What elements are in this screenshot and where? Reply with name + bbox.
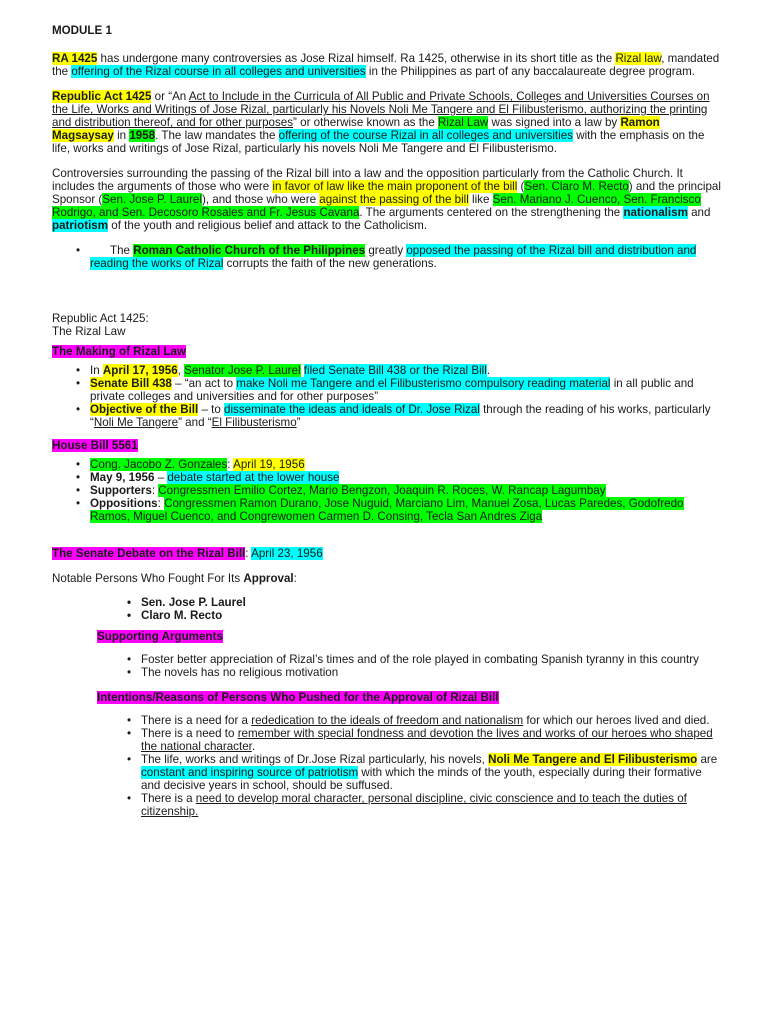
- underlined-rededication: rededication to the ideals of freedom and nationalism: [251, 714, 524, 727]
- section-title-intentions: [52, 691, 724, 704]
- text-span: (: [517, 180, 525, 193]
- list-item: [90, 458, 724, 471]
- section-title-making: [52, 345, 724, 358]
- text-span: greatly: [365, 244, 407, 257]
- text-span: and: [687, 206, 711, 219]
- text-span: ) and the principal Sponsor (: [52, 180, 721, 206]
- text-span: House Bill 5561: [52, 439, 138, 452]
- text-span: . The arguments centered on the strengthening the: [359, 206, 624, 219]
- text-span: – “an act to: [171, 377, 237, 390]
- text-span: –: [154, 471, 168, 484]
- persons-list: [52, 596, 724, 622]
- text-span: The: [110, 244, 134, 257]
- highlight-magsaysay: Ramon Magsaysay: [52, 116, 660, 142]
- list-item: [90, 244, 724, 270]
- text-span: with which the minds of the youth, especially during their formative and decisive years in school, should be suffused.: [141, 766, 702, 792]
- paragraph-ra1425: [52, 52, 724, 78]
- text-span: ” or otherwise known as the: [293, 116, 439, 129]
- text-span: was signed into a law by: [488, 116, 621, 129]
- text-span: The Making of Rizal Law: [52, 345, 186, 358]
- highlight-disseminate: disseminate the ideas and ideals of Dr. Jose Rizal: [224, 403, 480, 416]
- list-item: • The novels has no religious motivation: [141, 666, 724, 679]
- highlight-supporters: Congressmen Emilio Cortez, Mario Bengzon, Joaquin R. Roces, W. Rancap Lagumbay: [158, 484, 606, 497]
- highlight-catholic-church: Roman Catholic Church of the Philippines: [133, 244, 366, 257]
- text-span: in all public and private colleges and universities and for other purposes”: [90, 377, 694, 403]
- highlight-senate-bill: Senate Bill 438: [90, 377, 172, 390]
- highlight-laurel: Sen. Jose P. Laurel: [102, 193, 202, 206]
- highlight-date: April 23, 1956: [251, 547, 323, 560]
- paragraph-controversies: [52, 167, 724, 232]
- highlight-patriotism-source: constant and inspiring source of patriotism: [141, 766, 359, 779]
- text-span: Intentions/Reasons of Persons Who Pushed for the Approval of Rizal Bill: [97, 691, 499, 704]
- underlined-moral-character: need to develop moral character, personal discipline, civic conscience and to teach the duties of citizenship.: [141, 792, 687, 818]
- text-span: corrupts the faith of the new generations.: [223, 257, 437, 270]
- highlight-novels: Noli Me Tangere and El Filibusterismo: [488, 753, 698, 766]
- highlight-rizal-law: Rizal law: [615, 52, 662, 65]
- text-span: .: [251, 740, 256, 753]
- list-item: • Foster better appreciation of Rizal’s times and of the role played in combating Spanish tyranny in this country: [141, 653, 724, 666]
- list-item: • Claro M. Recto: [141, 609, 724, 622]
- highlight-objective: Objective of the Bill: [90, 403, 199, 416]
- highlight-laurel: Senator Jose P. Laurel: [184, 364, 301, 377]
- text-span: ” and “: [178, 416, 212, 429]
- text-span: like: [468, 193, 493, 206]
- text-span: Notable Persons Who Fought For Its: [52, 572, 244, 585]
- bold-date: May 9, 1956: [90, 471, 155, 484]
- text-span: :: [293, 572, 297, 585]
- text-span: in the Philippines as part of any baccalaureate degree program.: [365, 65, 695, 78]
- underlined-fili: El Filibusterismo: [211, 416, 297, 429]
- text-span: of the youth and religious belief and attack to the Catholicism.: [108, 219, 428, 232]
- text-span: The life, works and writings of Dr.Jose Rizal particularly, his novels,: [141, 753, 489, 766]
- list-item: [90, 484, 724, 497]
- making-list: [52, 364, 724, 429]
- text-span: There is a need to: [141, 727, 238, 740]
- text-span: has undergone many controversies as Jose Rizal himself. Ra 1425, otherwise in its short title as the: [97, 52, 616, 65]
- text-span: through the reading of his works, particularly “: [90, 403, 711, 429]
- text-span: :: [227, 458, 234, 471]
- highlight-rizal-law: Rizal Law: [438, 116, 489, 129]
- section-title-house: [52, 439, 724, 452]
- highlight-ra1425: RA 1425: [52, 52, 98, 65]
- list-item: [141, 727, 724, 753]
- underlined-noli: Noli Me Tangere: [93, 416, 179, 429]
- list-item: [90, 364, 724, 377]
- highlight-gonzales: Cong. Jacobo Z. Gonzales: [90, 458, 228, 471]
- text-span: or “An: [151, 90, 189, 103]
- highlight-patriotism: patriotism: [52, 219, 109, 232]
- section-title-senate: [52, 547, 724, 560]
- list-item: [141, 714, 724, 727]
- document-page: [52, 24, 724, 818]
- highlight-filed: filed Senate Bill 438 or the Rizal Bill: [303, 364, 487, 377]
- text-span: with the emphasis on the life, works and writings of Jose Rizal, particularly his novels Noli Me Tangere and El Filibusterismo.: [52, 129, 705, 155]
- text-span: Supporting Arguments: [97, 630, 223, 643]
- list-item: [141, 753, 724, 792]
- church-list: [52, 244, 724, 270]
- highlight-recto: Sen. Claro M. Recto: [524, 180, 629, 193]
- module-title: MODULE 1: [52, 24, 112, 37]
- highlight-against: against the passing of the bill: [319, 193, 469, 206]
- intentions-list: [52, 714, 724, 818]
- supporting-list: [52, 653, 724, 679]
- list-item: • Sen. Jose P. Laurel: [141, 596, 724, 609]
- text-span: There is a need for a: [141, 714, 252, 727]
- text-span: in: [113, 129, 130, 142]
- list-item: [90, 497, 724, 523]
- list-item: [90, 403, 724, 429]
- text-span: In: [90, 364, 103, 377]
- underlined-act-title: Act to Include in the Curricula of All Public and Private Schools, Colleges and Universities Courses on the Life, Works and Writings of Jose Rizal, particularly his Novels Noli Me Tangere and El Filibusterismo, authorizing the printing and distribution thereof, and for other purposes: [52, 90, 710, 129]
- highlight-compulsory: make Noli me Tangere and el Filibusterismo compulsory reading material: [236, 377, 611, 390]
- paragraph-republic-act: [52, 90, 724, 155]
- highlight-in-favor: in favor of law like the main proponent of the bill: [272, 180, 518, 193]
- text-span: The Senate Debate on the Rizal Bill: [52, 547, 246, 560]
- text-span: ,: [177, 364, 185, 377]
- text-span: – to: [198, 403, 225, 416]
- highlight-nationalism: nationalism: [623, 206, 688, 219]
- text-span: .: [486, 364, 491, 377]
- highlight-date: April 19, 1956: [233, 458, 305, 471]
- highlight-opposed: opposed the passing of the Rizal bill and distribution and reading the works of Rizal: [90, 244, 697, 270]
- underlined-remember: remember with special fondness and devotion the lives and works of our heroes who shaped the national character: [141, 727, 713, 753]
- highlight-offering-course: offering of the course Rizal in all colleges and universities: [278, 129, 573, 142]
- house-list: [52, 458, 724, 523]
- highlight-republic-act: Republic Act 1425: [52, 90, 152, 103]
- text-span: :: [157, 497, 165, 510]
- bold-approval: Approval: [243, 572, 294, 585]
- highlight-opponents: Sen. Mariano J. Cuenco, Sen. Francisco Rodrigo, and Sen. Decosoro Rosales and Fr. Jesus Cavana: [52, 193, 701, 219]
- highlight-date: April 17, 1956: [102, 364, 178, 377]
- list-item: [90, 471, 724, 484]
- notable-persons-heading: [52, 572, 724, 585]
- list-item: [90, 377, 724, 403]
- section-title-supporting: [52, 630, 724, 643]
- bold-label: Supporters: [90, 484, 152, 497]
- text-span: for which our heroes lived and died.: [523, 714, 710, 727]
- ra-heading-line1: Republic Act 1425:: [52, 312, 149, 325]
- text-span: , mandated the: [52, 52, 720, 78]
- bold-label: Oppositions: [90, 497, 158, 510]
- ra-heading-line2: The Rizal Law: [52, 325, 126, 338]
- list-item: [141, 792, 724, 818]
- highlight-oppositions: Congressmen Ramon Durano, Jose Nuguid, Marciano Lim, Manuel Zosa, Lucas Paredes, Godofredo Ramos, Miguel Cuenco, and Congrewomen Carmen D. Consing, Tecla San Andres Ziga: [90, 497, 684, 523]
- text-span: :: [245, 547, 252, 560]
- highlight-debate: debate started at the lower house: [167, 471, 340, 484]
- text-span: ”: [296, 416, 301, 429]
- text-span: are: [697, 753, 718, 766]
- highlight-offering: offering of the Rizal course in all colleges and universities: [71, 65, 366, 78]
- highlight-1958: 1958: [129, 129, 156, 142]
- text-span: Controversies surrounding the passing of the Rizal bill into a law and the opposition particularly from the Catholic Church. It includes the arguments of those who were: [52, 167, 683, 193]
- text-span: ), and those who were: [201, 193, 320, 206]
- text-span: There is a: [141, 792, 196, 805]
- text-span: :: [151, 484, 159, 497]
- text-span: . The law mandates the: [155, 129, 279, 142]
